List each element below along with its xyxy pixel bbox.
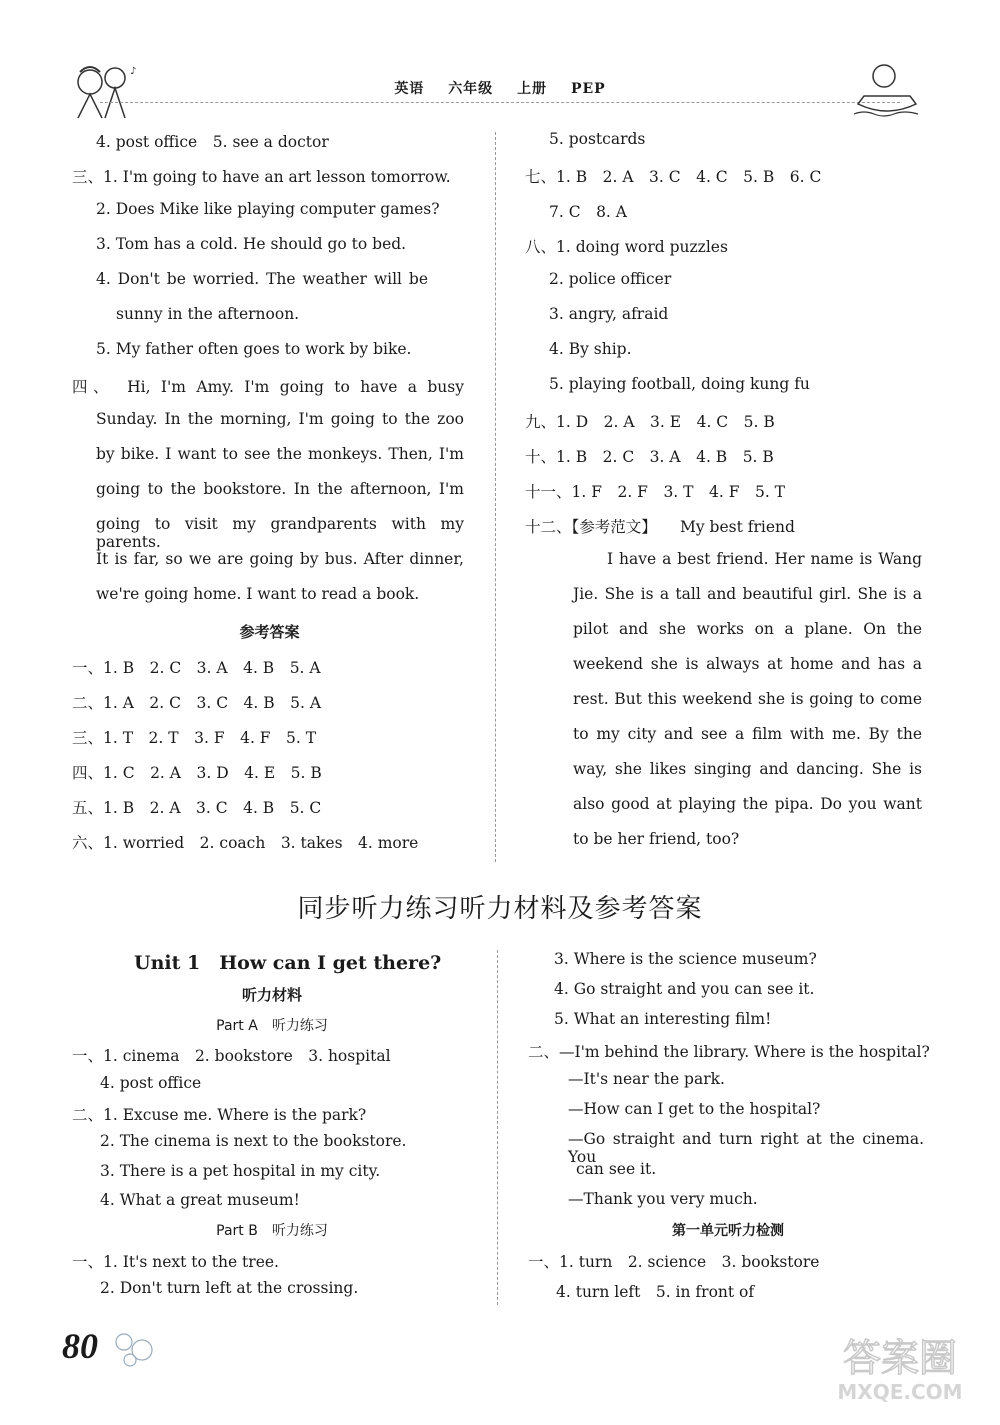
- material-line: 3. Where is the science museum?: [554, 950, 817, 968]
- answer-line: 七、1. B 2. A 3. C 4. C 5. B 6. C: [525, 168, 822, 186]
- essay-line: rest. But this weekend she is going to come: [573, 690, 922, 708]
- answer-line: 六、1. worried 2. coach 3. takes 4. more: [72, 834, 419, 852]
- answer-line: 5. postcards: [549, 130, 646, 148]
- unit-title: Unit 1 How can I get there?: [134, 952, 442, 974]
- answer-line: 5. playing football, doing kung fu: [549, 375, 810, 393]
- essay-line: I have a best friend. Her name is Wang: [607, 550, 922, 568]
- section-title: 同步听力练习听力材料及参考答案: [297, 894, 703, 924]
- decorative-flower-icon: [110, 1328, 160, 1368]
- essay-line: pilot and she works on a plane. On the: [573, 620, 922, 638]
- answer-line: 十、1. B 2. C 3. A 4. B 5. B: [525, 448, 774, 466]
- answer-line: sunny in the afternoon.: [116, 305, 300, 323]
- answer-line: 2. police officer: [549, 270, 672, 288]
- material-line: 2. Don't turn left at the crossing.: [100, 1279, 359, 1297]
- answer-line: 五、1. B 2. A 3. C 4. B 5. C: [72, 799, 322, 817]
- passage-line: It is far, so we are going by bus. After dinner,: [96, 550, 464, 568]
- answer-line: 3. angry, afraid: [549, 305, 669, 323]
- answer-line: 7. C 8. A: [549, 203, 627, 221]
- subject: 英语: [394, 81, 425, 97]
- left-bottom-column: [72, 948, 472, 1308]
- sample-essay-heading: 十二、【参考范文】 My best friend: [525, 518, 795, 536]
- unit-test-heading: 第一单元听力检测: [672, 1223, 784, 1239]
- left-top-column: [72, 130, 467, 860]
- grade: 六年级: [448, 81, 494, 97]
- passage-line: by bike. I want to see the monkeys. Then, I'm: [96, 445, 464, 463]
- svg-text:MXQE.COM: MXQE.COM: [837, 1380, 963, 1404]
- right-top-column: [525, 130, 925, 860]
- material-line: 4. turn left 5. in front of: [556, 1283, 755, 1301]
- answer-line: 三、1. I'm going to have an art lesson tomorrow.: [72, 168, 451, 186]
- answer-line: 一、1. B 2. C 3. A 4. B 5. A: [72, 659, 321, 677]
- answer-line: 2. Does Mike like playing computer games?: [96, 200, 440, 218]
- essay-line: to be her friend, too?: [573, 830, 740, 848]
- answer-line: 四、1. C 2. A 3. D 4. E 5. B: [72, 764, 322, 782]
- answer-line: 十一、1. F 2. F 3. T 4. F 5. T: [525, 483, 786, 501]
- material-line: —It's near the park.: [568, 1070, 725, 1088]
- passage-line: going to the bookstore. In the afternoon, I'm: [96, 480, 464, 498]
- boat-illustration-icon: [852, 60, 922, 120]
- material-line: —Thank you very much.: [568, 1190, 758, 1208]
- material-line: 2. The cinema is next to the bookstore.: [100, 1132, 407, 1150]
- page-number: 80: [62, 1326, 98, 1366]
- watermark-logo: [825, 1327, 975, 1407]
- header-title: [0, 78, 1000, 98]
- material-line: 5. What an interesting film!: [554, 1010, 772, 1028]
- material-line: 一、1. cinema 2. bookstore 3. hospital: [72, 1047, 391, 1065]
- svg-text:答案圈: 答案圈: [842, 1336, 958, 1380]
- essay-line: Jie. She is a tall and beautiful girl. She is a: [573, 585, 922, 603]
- part-b-heading: Part B 听力练习: [216, 1223, 328, 1239]
- answer-key-heading: 参考答案: [239, 623, 300, 641]
- passage-line: Sunday. In the morning, I'm going to the zoo: [96, 410, 464, 428]
- answer-line: 二、1. A 2. C 3. C 4. B 5. A: [72, 694, 322, 712]
- svg-text:♪: ♪: [130, 66, 137, 77]
- material-line: 二、1. Excuse me. Where is the park?: [72, 1106, 367, 1124]
- answer-line: 4. post office 5. see a doctor: [96, 133, 329, 151]
- part-a-heading: Part A 听力练习: [216, 1018, 328, 1034]
- material-line: 一、1. It's next to the tree.: [72, 1253, 279, 1271]
- header-rule: [100, 102, 900, 103]
- page-header: [0, 60, 1000, 120]
- essay-line: also good at playing the pipa. Do you want: [573, 795, 922, 813]
- material-line: 4. Go straight and you can see it.: [554, 980, 815, 998]
- answer-line: 4. By ship.: [549, 340, 632, 358]
- bottom-column-divider: [497, 950, 498, 1305]
- material-line: can see it.: [576, 1160, 657, 1178]
- passage-line: 四、 Hi, I'm Amy. I'm going to have a busy: [72, 378, 464, 396]
- answer-line: 八、1. doing word puzzles: [525, 238, 728, 256]
- answer-line: 三、1. T 2. T 3. F 4. F 5. T: [72, 729, 317, 747]
- answer-line: 3. Tom has a cold. He should go to bed.: [96, 235, 407, 253]
- material-line: —How can I get to the hospital?: [568, 1100, 821, 1118]
- material-line: 一、1. turn 2. science 3. bookstore: [528, 1253, 820, 1271]
- edition: PEP: [570, 81, 606, 97]
- answer-line: 5. My father often goes to work by bike.: [96, 340, 412, 358]
- volume: 上册: [517, 81, 548, 97]
- passage-line: we're going home. I want to read a book.: [96, 585, 420, 603]
- material-line: 4. What a great museum!: [100, 1191, 300, 1209]
- passage-line: going to visit my grandparents with my parents.: [96, 515, 464, 551]
- answer-line: 4. Don't be worried. The weather will be: [96, 270, 428, 288]
- material-line: 二、—I'm behind the library. Where is the hospital?: [528, 1043, 930, 1061]
- material-line: 3. There is a pet hospital in my city.: [100, 1162, 381, 1180]
- top-column-divider: [495, 132, 496, 862]
- material-line: 4. post office: [100, 1074, 202, 1092]
- essay-line: way, she likes singing and dancing. She is: [573, 760, 922, 778]
- material-line: —Go straight and turn right at the cinema. You: [568, 1130, 924, 1166]
- listening-material-heading: 听力材料: [241, 986, 302, 1004]
- answer-line: 九、1. D 2. A 3. E 4. C 5. B: [525, 413, 775, 431]
- essay-line: to my city and see a film with me. By the: [573, 725, 922, 743]
- essay-line: weekend she is always at home and has a: [573, 655, 922, 673]
- right-bottom-column: [528, 948, 928, 1308]
